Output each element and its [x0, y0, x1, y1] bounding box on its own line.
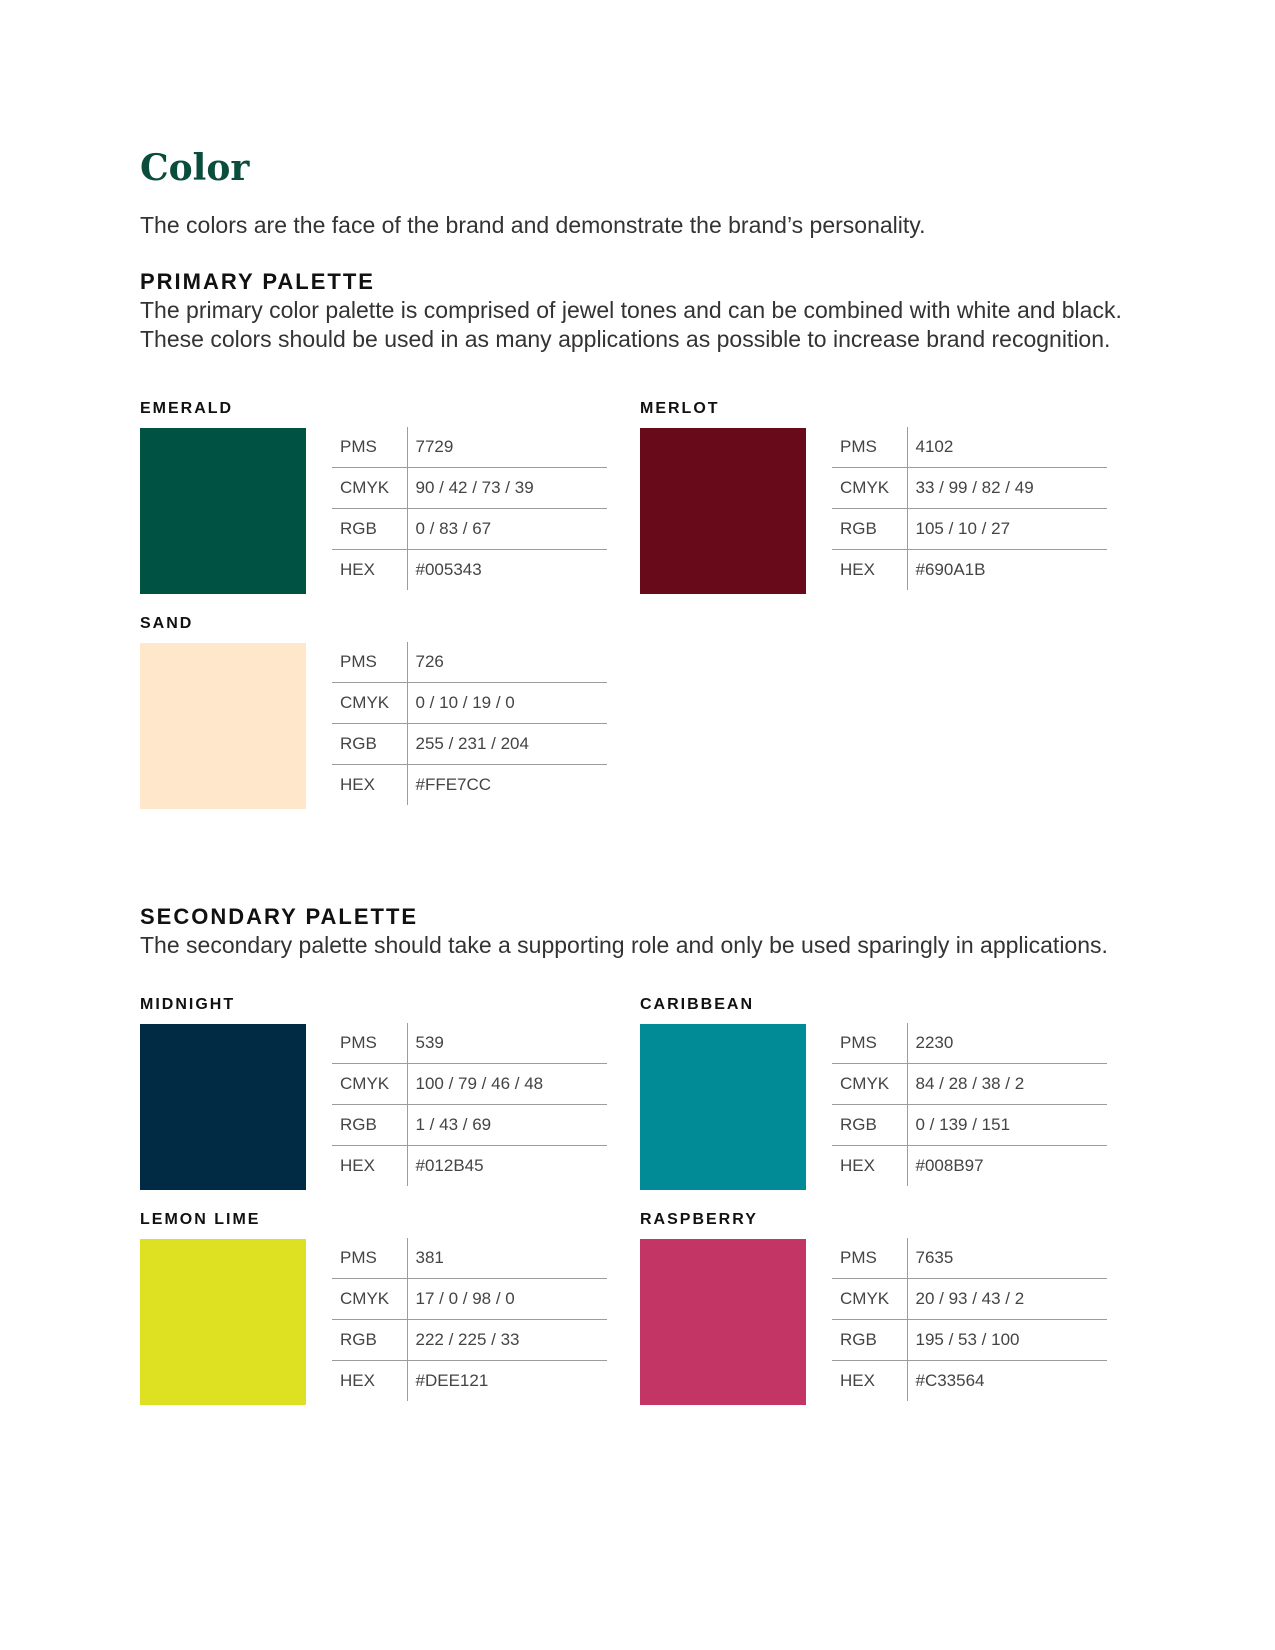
color-swatch	[140, 1239, 306, 1405]
spec-label: PMS	[340, 1248, 377, 1267]
spec-row-pms	[332, 642, 607, 683]
spec-value: 7729	[407, 427, 607, 468]
spec-row-hex	[832, 1361, 1107, 1402]
spec-label: RGB	[832, 1105, 907, 1146]
primary-palette-heading: PRIMARY PALETTE	[140, 269, 375, 294]
spec-label: HEX	[332, 1146, 407, 1187]
color-card-raspberry	[640, 1211, 1140, 1431]
color-name: MERLOT	[640, 400, 720, 417]
spec-row-hex	[332, 1146, 607, 1187]
spec-value: 1 / 43 / 69	[407, 1105, 607, 1146]
spec-value: #C33564	[907, 1361, 1107, 1402]
spec-value: 17 / 0 / 98 / 0	[407, 1279, 607, 1320]
color-card-lemon-lime	[140, 1211, 640, 1431]
spec-value: 90 / 42 / 73 / 39	[407, 468, 607, 509]
primary-description-line: These colors should be used in as many applications as possible to increase brand recognition.	[140, 326, 1111, 352]
spec-row-hex	[832, 1146, 1107, 1187]
spec-row-pms	[832, 427, 1107, 468]
color-spec-table	[832, 427, 1107, 590]
color-card-merlot	[640, 400, 1140, 620]
spec-label: CMYK	[832, 1064, 907, 1105]
spec-value: 4102	[907, 427, 1107, 468]
spec-value: #DEE121	[407, 1361, 607, 1402]
spec-value: 381	[407, 1238, 607, 1279]
color-swatch	[140, 428, 306, 594]
color-swatch	[140, 1024, 306, 1190]
spec-row-cmyk	[832, 468, 1107, 509]
spec-label: HEX	[832, 1146, 907, 1187]
spec-label: HEX	[832, 550, 907, 591]
color-name: LEMON LIME	[140, 1211, 261, 1228]
spec-value: 222 / 225 / 33	[407, 1320, 607, 1361]
secondary-palette-description	[140, 931, 1108, 960]
spec-row-pms	[332, 1023, 607, 1064]
spec-row-hex	[332, 765, 607, 806]
spec-row-cmyk	[332, 683, 607, 724]
color-swatch	[140, 643, 306, 809]
color-card-emerald	[140, 400, 640, 620]
spec-row-cmyk	[332, 468, 607, 509]
spec-label: PMS	[840, 437, 877, 456]
spec-value: 105 / 10 / 27	[907, 509, 1107, 550]
spec-label: RGB	[332, 724, 407, 765]
spec-label: HEX	[332, 550, 407, 591]
color-spec-table	[832, 1023, 1107, 1186]
color-swatch	[640, 1024, 806, 1190]
spec-label: PMS	[840, 1248, 877, 1267]
spec-value: #008B97	[907, 1146, 1107, 1187]
spec-row-rgb	[832, 509, 1107, 550]
color-name: EMERALD	[140, 400, 234, 417]
color-spec-table	[832, 1238, 1107, 1401]
spec-value: #FFE7CC	[407, 765, 607, 806]
secondary-palette-heading: SECONDARY PALETTE	[140, 904, 419, 929]
spec-label: CMYK	[332, 1064, 407, 1105]
spec-row-cmyk	[832, 1279, 1107, 1320]
color-card-midnight	[140, 996, 640, 1216]
spec-row-cmyk	[832, 1064, 1107, 1105]
color-card-sand	[140, 615, 640, 835]
spec-row-rgb	[832, 1105, 1107, 1146]
spec-value: #012B45	[407, 1146, 607, 1187]
spec-label: PMS	[840, 1033, 877, 1052]
spec-value: 0 / 83 / 67	[407, 509, 607, 550]
spec-value: 100 / 79 / 46 / 48	[407, 1064, 607, 1105]
spec-row-rgb	[332, 509, 607, 550]
spec-label: CMYK	[332, 1279, 407, 1320]
spec-row-rgb	[332, 1320, 607, 1361]
spec-label: RGB	[332, 1105, 407, 1146]
page-title: Color	[140, 147, 250, 189]
spec-value: #005343	[407, 550, 607, 591]
spec-label: RGB	[832, 1320, 907, 1361]
spec-value: 0 / 10 / 19 / 0	[407, 683, 607, 724]
spec-row-rgb	[332, 1105, 607, 1146]
spec-value: #690A1B	[907, 550, 1107, 591]
color-name: CARIBBEAN	[640, 996, 754, 1013]
color-name: RASPBERRY	[640, 1211, 758, 1228]
color-spec-table	[332, 1023, 607, 1186]
secondary-description-line: The secondary palette should take a supporting role and only be used sparingly in applications.	[140, 932, 1108, 958]
color-spec-table	[332, 642, 607, 805]
spec-value: 195 / 53 / 100	[907, 1320, 1107, 1361]
spec-row-cmyk	[332, 1064, 607, 1105]
spec-label: HEX	[832, 1361, 907, 1402]
spec-value: 84 / 28 / 38 / 2	[907, 1064, 1107, 1105]
spec-row-pms	[332, 1238, 607, 1279]
spec-label: RGB	[832, 509, 907, 550]
spec-row-hex	[332, 550, 607, 591]
spec-label: CMYK	[332, 683, 407, 724]
spec-row-pms	[832, 1238, 1107, 1279]
color-card-caribbean	[640, 996, 1140, 1216]
spec-row-hex	[832, 550, 1107, 591]
spec-label: RGB	[332, 1320, 407, 1361]
spec-value: 7635	[907, 1238, 1107, 1279]
spec-value: 2230	[907, 1023, 1107, 1064]
spec-label: PMS	[340, 1033, 377, 1052]
color-swatch	[640, 428, 806, 594]
spec-value: 0 / 139 / 151	[907, 1105, 1107, 1146]
spec-label: HEX	[332, 765, 407, 806]
spec-label: HEX	[332, 1361, 407, 1402]
spec-label: CMYK	[832, 1279, 907, 1320]
spec-row-pms	[832, 1023, 1107, 1064]
primary-description-line: The primary color palette is comprised of jewel tones and can be combined with white and black.	[140, 297, 1122, 323]
spec-label: CMYK	[832, 468, 907, 509]
spec-value: 539	[407, 1023, 607, 1064]
spec-label: RGB	[332, 509, 407, 550]
spec-label: CMYK	[332, 468, 407, 509]
spec-value: 255 / 231 / 204	[407, 724, 607, 765]
intro-text: The colors are the face of the brand and demonstrate the brand’s personality.	[140, 212, 926, 238]
spec-row-rgb	[832, 1320, 1107, 1361]
color-name: MIDNIGHT	[140, 996, 236, 1013]
spec-row-cmyk	[332, 1279, 607, 1320]
spec-label: PMS	[340, 652, 377, 671]
color-spec-table	[332, 1238, 607, 1401]
spec-value: 20 / 93 / 43 / 2	[907, 1279, 1107, 1320]
spec-row-pms	[332, 427, 607, 468]
spec-row-rgb	[332, 724, 607, 765]
color-swatch	[640, 1239, 806, 1405]
primary-palette-description	[140, 296, 1122, 354]
color-spec-table	[332, 427, 607, 590]
spec-row-hex	[332, 1361, 607, 1402]
spec-label: PMS	[340, 437, 377, 456]
spec-value: 726	[407, 642, 607, 683]
color-name: SAND	[140, 615, 194, 632]
spec-value: 33 / 99 / 82 / 49	[907, 468, 1107, 509]
